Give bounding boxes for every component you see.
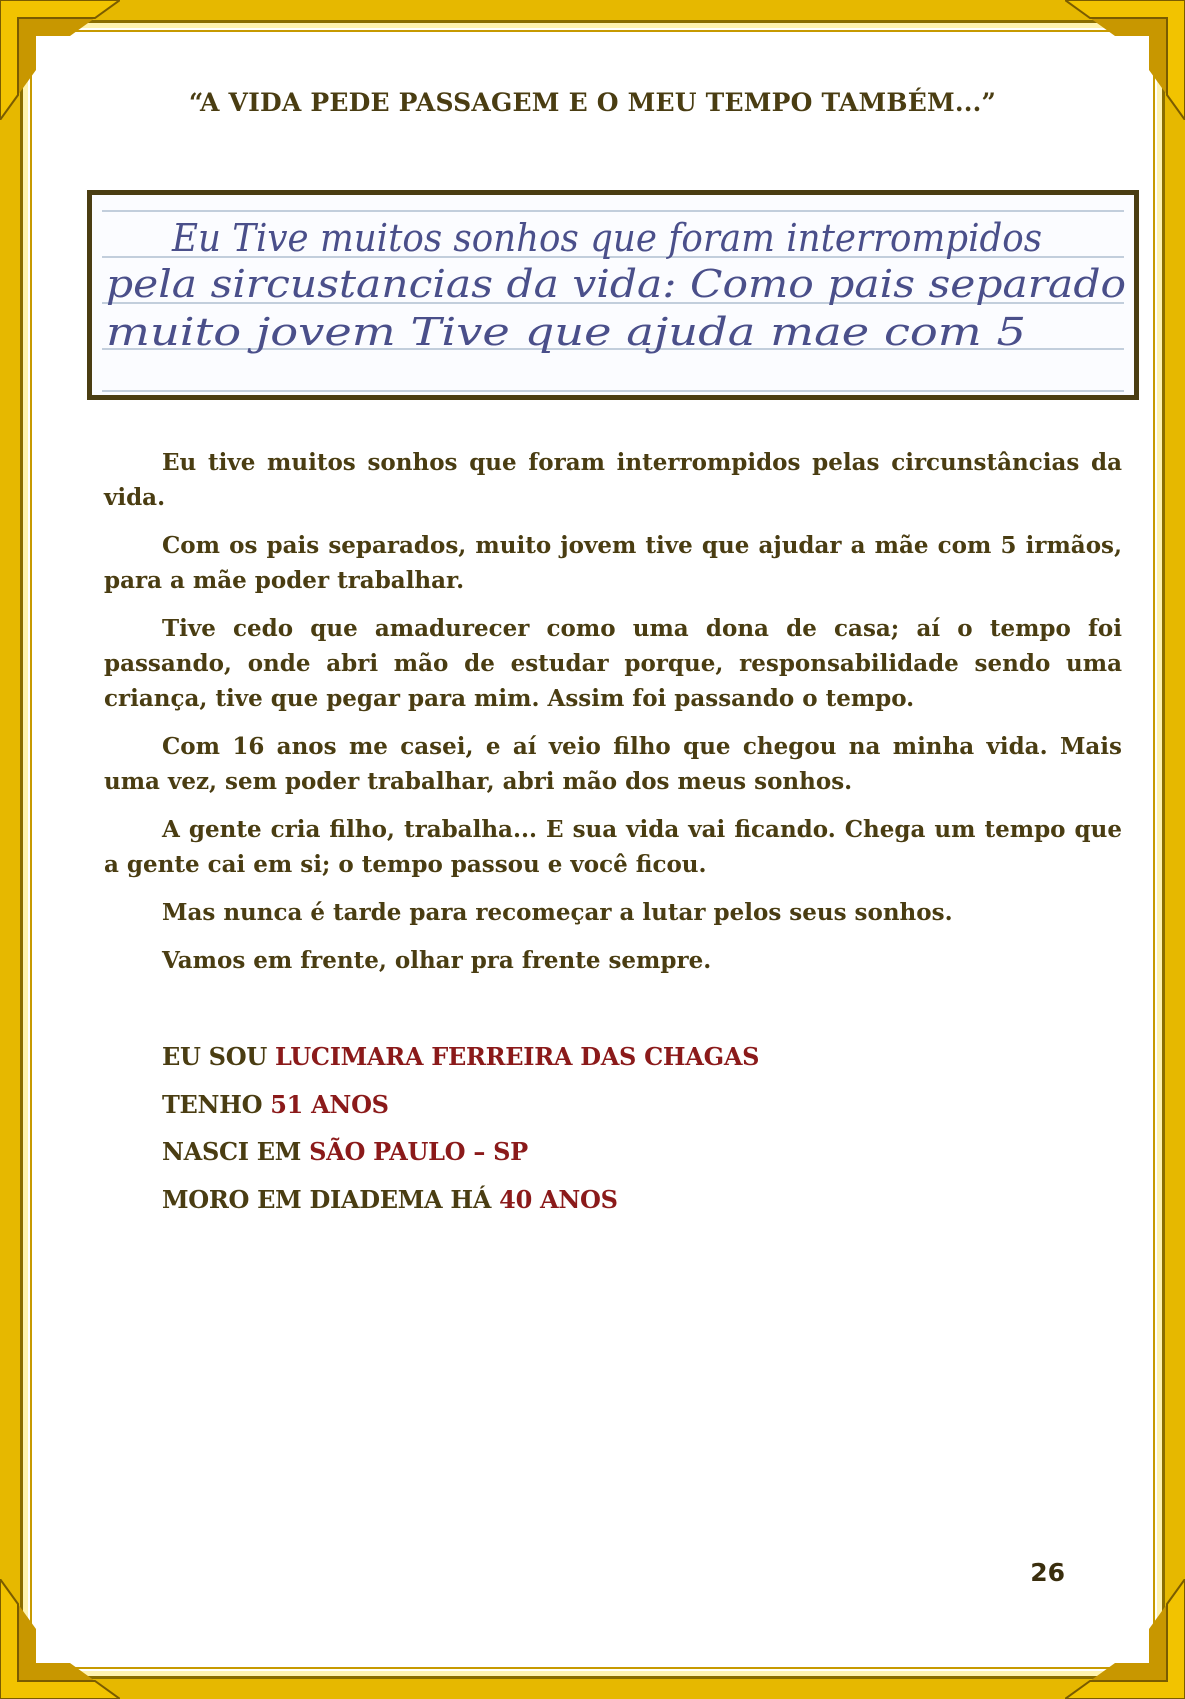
story-paragraph: Vamos em frente, olhar pra frente sempre. xyxy=(162,947,712,974)
author-name: LUCIMARA FERREIRA DAS CHAGAS xyxy=(275,1042,760,1071)
handwritten-line-1: Eu Tive muitos sonhos que foram interrompidos xyxy=(171,216,1042,260)
author-age-label: TENHO xyxy=(162,1089,263,1119)
handwritten-excerpt xyxy=(87,190,1139,400)
author-residence-years: 40 ANOS xyxy=(499,1184,618,1214)
story-paragraph: Com 16 anos me casei, e aí veio filho que chegou na minha vida. Mais uma vez, sem poder trabalhar, abri mão dos meus sonhos. xyxy=(104,733,1122,795)
frame-corner-ornament xyxy=(1065,1579,1185,1699)
author-birthplace-row xyxy=(162,1128,759,1176)
handwritten-line-2: pela sircustancias da vida: Como pais separado xyxy=(106,262,1126,306)
frame-corner-ornament xyxy=(0,1579,120,1699)
story-paragraph: Com os pais separados, muito jovem tive que ajudar a mãe com 5 irmãos, para a mãe poder trabalhar. xyxy=(104,532,1122,594)
story-paragraph: A gente cria filho, trabalha... E sua vida vai ficando. Chega um tempo que a gente cai em si; o tempo passou e você ficou. xyxy=(104,816,1122,878)
author-residence-row xyxy=(162,1176,759,1224)
author-birthplace-label: NASCI EM xyxy=(162,1137,302,1166)
handwritten-line-3: muito jovem Tive que ajuda mae com 5 xyxy=(106,310,1026,354)
author-residence-label: MORO EM DIADEMA HÁ xyxy=(162,1184,492,1214)
author-name-row xyxy=(162,1033,759,1081)
author-name-label: EU SOU xyxy=(162,1042,267,1071)
story-text xyxy=(104,445,1122,991)
author-age: 51 ANOS xyxy=(270,1089,389,1119)
author-age-row xyxy=(162,1081,759,1129)
page-title: “A VIDA PEDE PASSAGEM E O MEU TEMPO TAMBÉM...” xyxy=(188,88,997,117)
author-facts xyxy=(162,1033,759,1223)
author-birthplace: SÃO PAULO – SP xyxy=(309,1137,528,1166)
handwritten-lines xyxy=(92,195,1134,395)
story-paragraph: Eu tive muitos sonhos que foram interrompidos pelas circunstâncias da vida. xyxy=(104,449,1122,511)
story-paragraph: Tive cedo que amadurecer como uma dona de casa; aí o tempo foi passando, onde abri mão de estudar porque, responsabilidade sendo uma criança, tive que pegar para mim. Assim foi passando o tempo. xyxy=(104,615,1122,712)
page-number: 26 xyxy=(1030,1558,1065,1587)
story-paragraph: Mas nunca é tarde para recomeçar a lutar pelos seus sonhos. xyxy=(162,899,953,926)
